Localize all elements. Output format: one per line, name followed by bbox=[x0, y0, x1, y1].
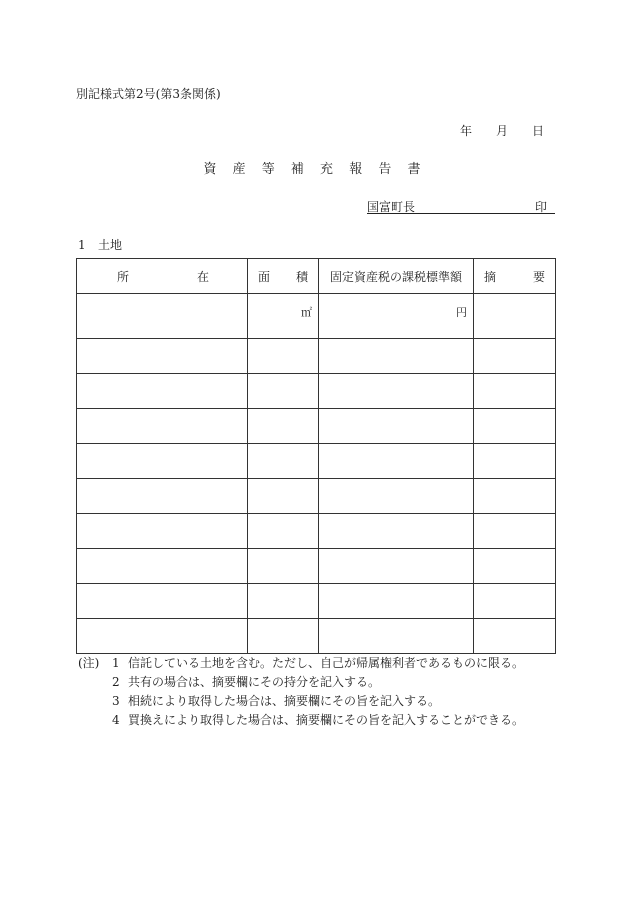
table-row bbox=[77, 444, 556, 479]
cell-area[interactable] bbox=[248, 514, 319, 549]
cell-location[interactable] bbox=[77, 409, 248, 444]
cell-remarks[interactable] bbox=[474, 584, 556, 619]
note-item: 4 買換えにより取得した場合は、摘要欄にその旨を記入することができる。 bbox=[112, 713, 525, 727]
table-row bbox=[77, 479, 556, 514]
table-row bbox=[77, 584, 556, 619]
cell-location[interactable] bbox=[77, 584, 248, 619]
notes-label: (注) bbox=[78, 656, 100, 670]
cell-tax-value[interactable] bbox=[319, 294, 474, 339]
cell-tax-value[interactable] bbox=[319, 374, 474, 409]
cell-tax-value[interactable] bbox=[319, 409, 474, 444]
table-header-row bbox=[77, 259, 556, 294]
section-number: 1 bbox=[78, 238, 86, 252]
seal-mark: 印 bbox=[534, 200, 547, 214]
cell-area[interactable] bbox=[248, 294, 319, 339]
cell-area[interactable] bbox=[248, 549, 319, 584]
cell-remarks[interactable] bbox=[474, 409, 556, 444]
cell-remarks[interactable] bbox=[474, 294, 556, 339]
table-row bbox=[77, 549, 556, 584]
cell-location[interactable] bbox=[77, 514, 248, 549]
cell-area[interactable] bbox=[248, 479, 319, 514]
cell-location[interactable] bbox=[77, 374, 248, 409]
cell-location[interactable] bbox=[77, 479, 248, 514]
table-row bbox=[77, 619, 556, 654]
addressee-mayor: 国富町長 bbox=[367, 200, 416, 214]
header-area: 面 積 bbox=[248, 259, 319, 294]
section-label: 土地 bbox=[98, 238, 123, 252]
yen-unit: 円 bbox=[456, 306, 467, 319]
cell-area[interactable] bbox=[248, 619, 319, 654]
table-row bbox=[77, 294, 556, 339]
header-remarks: 摘 要 bbox=[474, 259, 556, 294]
date-year: 年 bbox=[460, 124, 473, 138]
land-table bbox=[76, 258, 556, 654]
cell-area[interactable] bbox=[248, 444, 319, 479]
addressee-line bbox=[367, 197, 555, 214]
cell-tax-value[interactable] bbox=[319, 619, 474, 654]
cell-remarks[interactable] bbox=[474, 374, 556, 409]
note-item: 3 相続により取得した場合は、摘要欄にその旨を記入する。 bbox=[112, 694, 441, 708]
header-location: 所 在 bbox=[77, 259, 248, 294]
cell-tax-value[interactable] bbox=[319, 339, 474, 374]
section-heading bbox=[78, 236, 122, 253]
header-tax-value: 固定資産税の課税標準額 bbox=[319, 259, 474, 294]
cell-area[interactable] bbox=[248, 374, 319, 409]
table-row bbox=[77, 339, 556, 374]
cell-area[interactable] bbox=[248, 339, 319, 374]
document-title: 資 産 等 補 充 報 告 書 bbox=[203, 162, 427, 177]
cell-tax-value[interactable] bbox=[319, 514, 474, 549]
cell-area[interactable] bbox=[248, 584, 319, 619]
form-id: 別記様式第2号(第3条関係) bbox=[76, 87, 221, 101]
note-item: (注) 1 信託している土地を含む。ただし、自己が帰属権利者であるものに限る。 bbox=[78, 654, 524, 673]
cell-tax-value[interactable] bbox=[319, 444, 474, 479]
cell-remarks[interactable] bbox=[474, 549, 556, 584]
cell-location[interactable] bbox=[77, 339, 248, 374]
note-item: 2 共有の場合は、摘要欄にその持分を記入する。 bbox=[112, 675, 381, 689]
date-day: 日 bbox=[532, 124, 545, 138]
cell-remarks[interactable] bbox=[474, 444, 556, 479]
cell-location[interactable] bbox=[77, 549, 248, 584]
cell-remarks[interactable] bbox=[474, 479, 556, 514]
cell-location[interactable] bbox=[77, 444, 248, 479]
cell-area[interactable] bbox=[248, 409, 319, 444]
cell-tax-value[interactable] bbox=[319, 479, 474, 514]
notes bbox=[78, 654, 524, 730]
cell-location[interactable] bbox=[77, 619, 248, 654]
cell-remarks[interactable] bbox=[474, 339, 556, 374]
cell-tax-value[interactable] bbox=[319, 584, 474, 619]
cell-tax-value[interactable] bbox=[319, 549, 474, 584]
table-row bbox=[77, 409, 556, 444]
cell-location[interactable] bbox=[77, 294, 248, 339]
date-line bbox=[460, 122, 544, 139]
area-unit: ㎡ bbox=[301, 306, 312, 319]
date-month: 月 bbox=[496, 124, 509, 138]
cell-remarks[interactable] bbox=[474, 514, 556, 549]
table-row bbox=[77, 514, 556, 549]
table-row bbox=[77, 374, 556, 409]
cell-remarks[interactable] bbox=[474, 619, 556, 654]
